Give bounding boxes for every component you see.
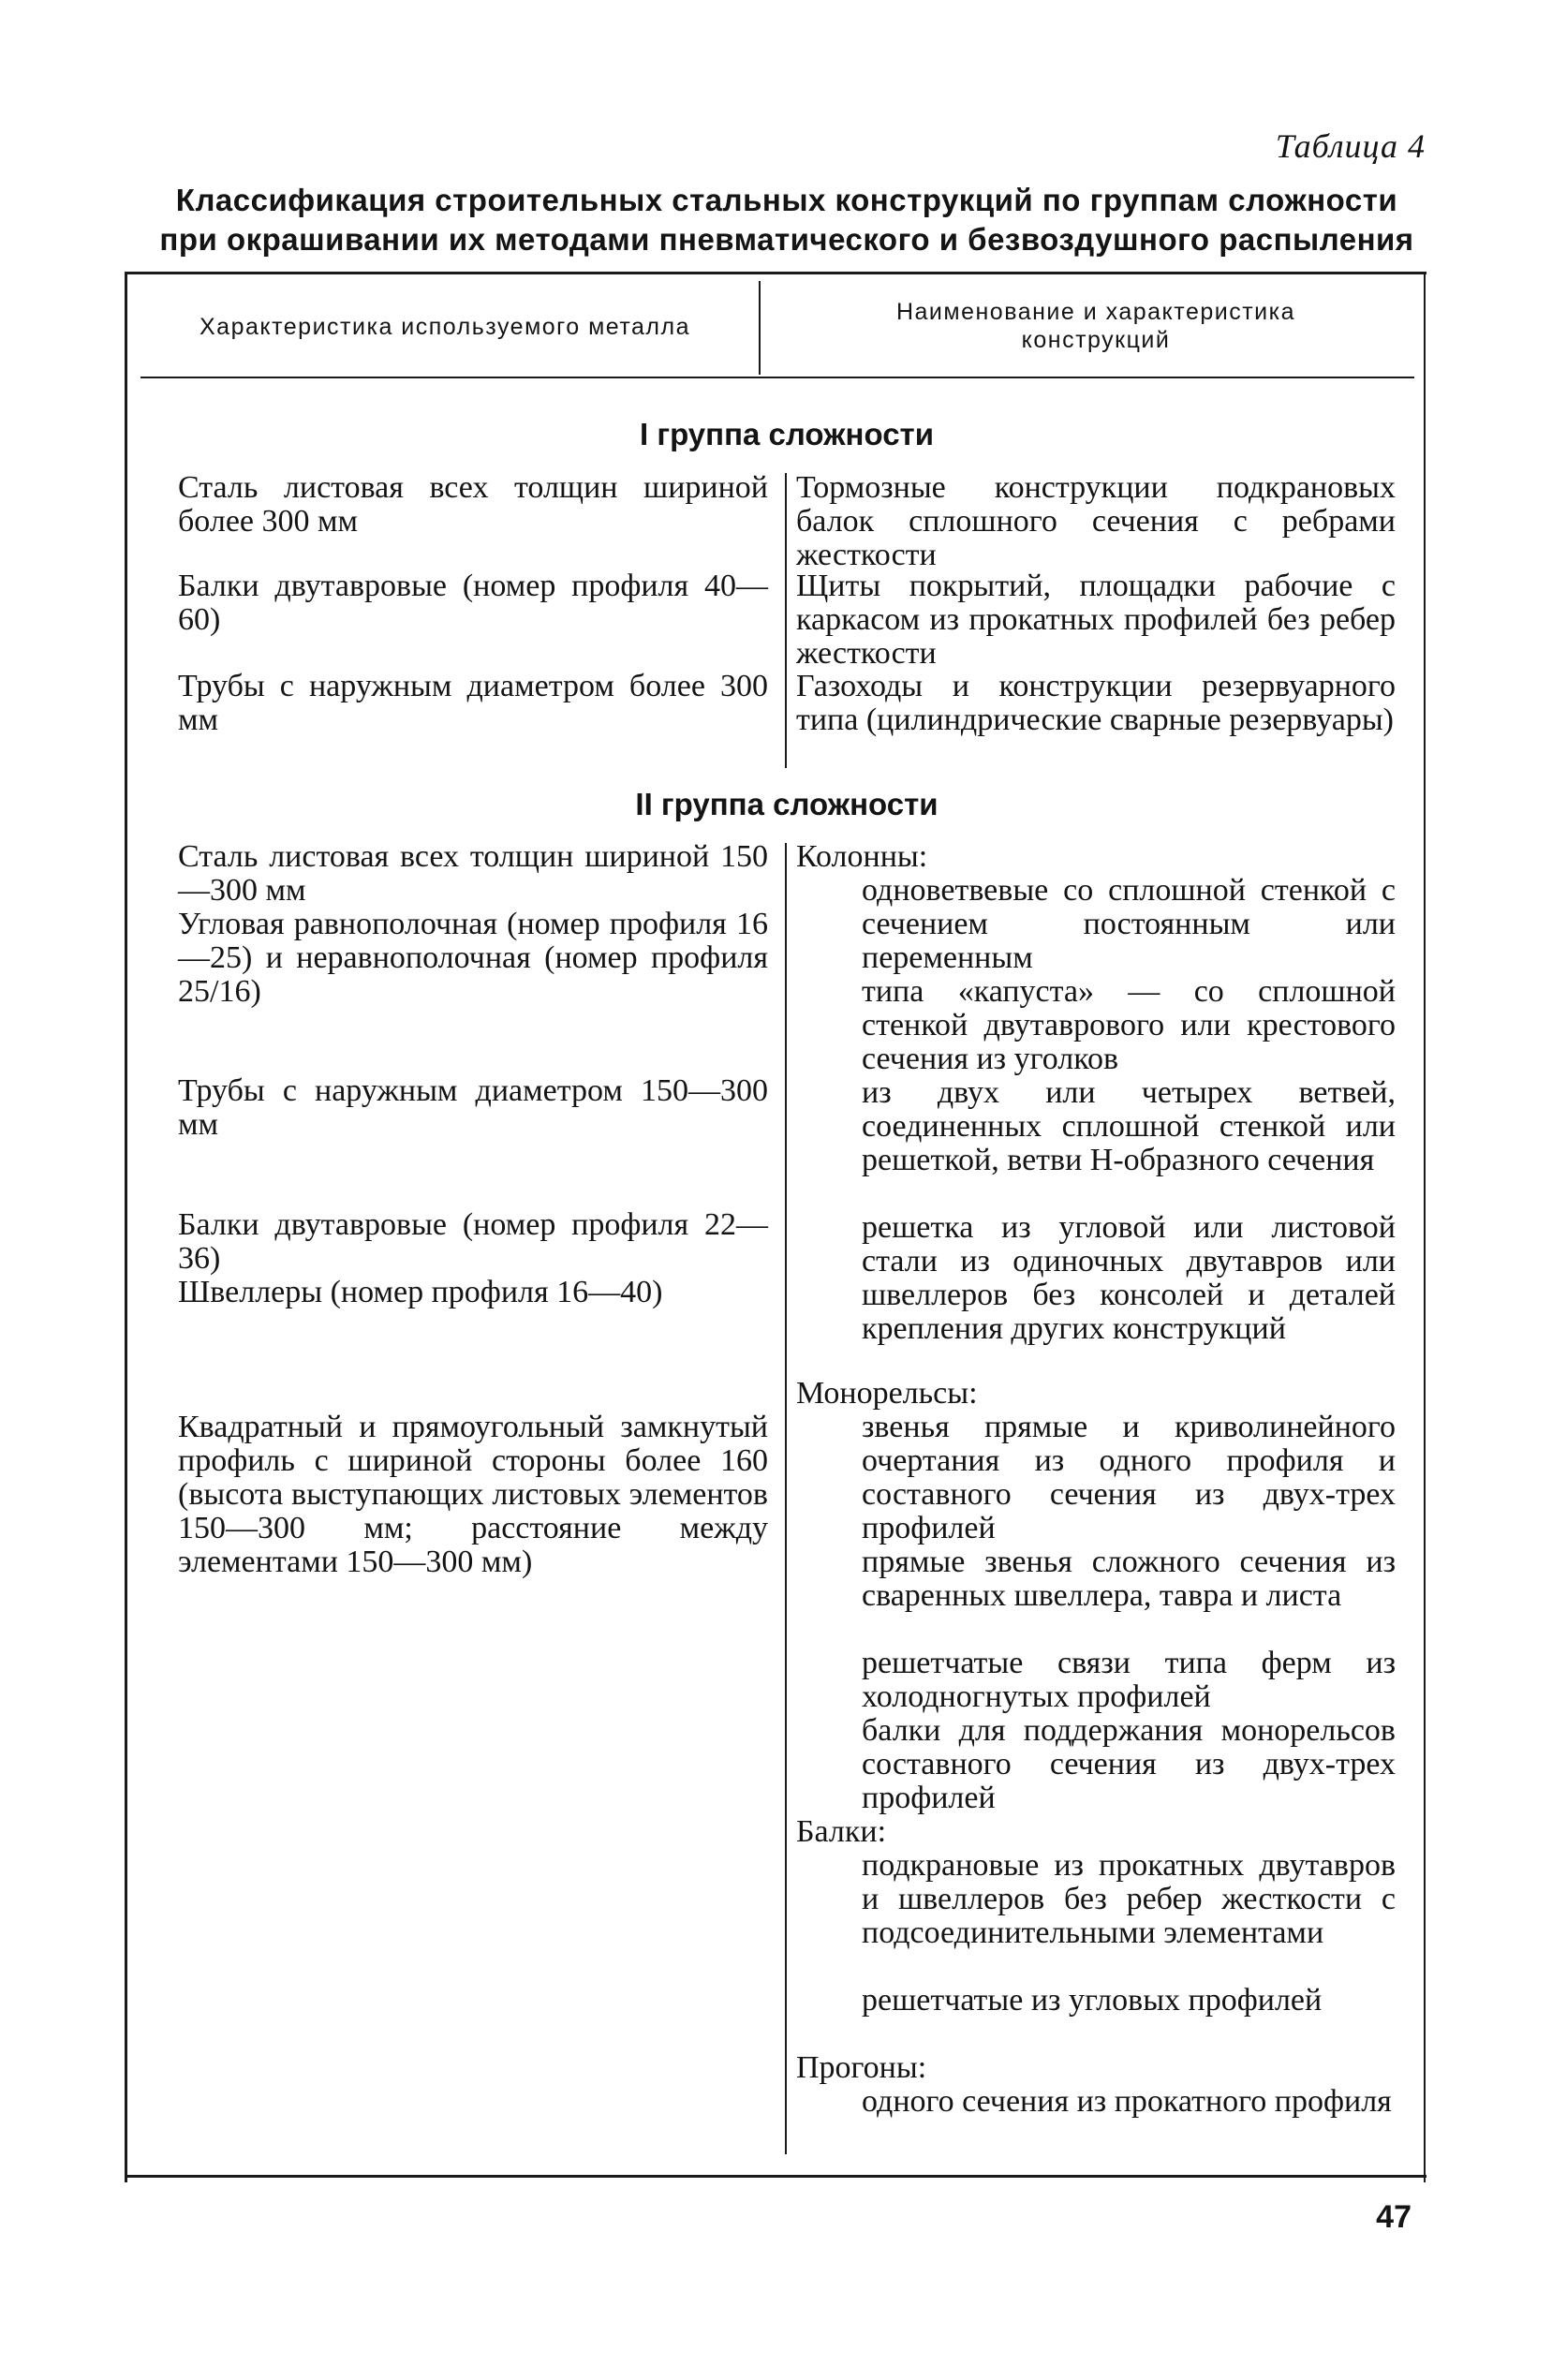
columns-heading: Колонны: (796, 839, 928, 874)
purlins-heading: Прогоны: (796, 2050, 927, 2085)
group-1-title: I группа сложности (640, 417, 934, 451)
group-2-metal-4: Балки двутавровые (номер профиля 22—36) (178, 1207, 768, 1276)
header-column-divider (759, 281, 761, 375)
group-2-metal-2: Угловая равнополочная (номер профиля 16—25) и неравнополочная (номер профиля 25/16) (178, 907, 768, 1009)
beams-heading: Балки: (796, 1814, 887, 1849)
beams-item-2: решетчатые из угловых профилей (862, 1983, 1323, 2018)
table-label: Таблица 4 (1275, 127, 1426, 165)
table-title-line-1: Классификация строительных стальных конструкций по группам сложности (175, 183, 1398, 217)
columns-item-2: типа «капуста» — со сплошной стенкой двутаврового или крестового сечения из уголков (862, 974, 1396, 1076)
columns-item-1: одноветвевые со сплошной стенкой с сечением постоянным или переменным (862, 873, 1396, 975)
table-title-line-2: при окрашивании их методами пневматического и безвоздушного распыления (159, 222, 1414, 257)
column-header-structures-line-2: конструкций (1021, 327, 1171, 353)
group-1-structure-1: Тормозные конструкции подкрановых балок сплошного сечения с ребрами жесткости (796, 470, 1396, 572)
table-top-rule (125, 272, 1426, 274)
group-1-structure-2: Щиты покрытий, площадки рабочие с каркасом из прокатных профилей без ребер жесткости (796, 569, 1396, 671)
table-bottom-rule (125, 2175, 1426, 2178)
monorails-heading: Монорельсы: (796, 1376, 978, 1411)
table-left-rule (125, 272, 127, 2182)
table-right-rule (1424, 272, 1426, 2182)
monorails-item-1: звенья прямые и криволинейного очертания из одного профиля и составного сечения из двух-трех профилей (862, 1410, 1396, 1545)
columns-item-4: решетка из угловой или листовой стали из одиночных двутавров или швеллеров без консолей и деталей крепления других конструкций (862, 1210, 1396, 1346)
header-bottom-rule (140, 377, 1414, 378)
group-2-column-divider (785, 843, 787, 2154)
group-1-column-divider (785, 473, 787, 768)
purlins-item-1: одного сечения из прокатного профиля (862, 2084, 1392, 2119)
monorails-item-2: прямые звенья сложного сечения из сваренных швеллера, тавра и листа (862, 1545, 1396, 1613)
group-2-metal-1: Сталь листовая всех толщин шириной 150—300 мм (178, 839, 768, 908)
group-1-metal-3: Трубы с наружным диаметром более 300 мм (178, 669, 768, 737)
beams-item-1: подкрановые из прокатных двутавров и швеллеров без ребер жесткости с подсоединительными элементами (862, 1848, 1396, 1950)
monorails-item-3: решетчатые связи типа ферм из холодногнутых профилей (862, 1646, 1396, 1714)
monorails-item-4: балки для поддержания монорельсов составного сечения из двух-трех профилей (862, 1713, 1396, 1815)
group-1-metal-1: Сталь листовая всех толщин шириной более 300 мм (178, 470, 768, 539)
columns-item-3: из двух или четырех ветвей, соединенных сплошной стенкой или решеткой, ветви Н-образного сечения (862, 1075, 1396, 1177)
group-1-metal-2: Балки двутавровые (номер профиля 40—60) (178, 569, 768, 637)
group-2-metal-6: Квадратный и прямоугольный замкнутый профиль с шириной стороны более 160 (высота выступающих листовых элементов 150—300 мм; расстояние между элементами 150—300 мм) (178, 1410, 768, 1579)
column-header-metal: Характеристика используемого металла (200, 314, 690, 340)
column-header-structures-line-1: Наименование и характеристика (895, 299, 1296, 325)
group-2-metal-3: Трубы с наружным диаметром 150—300 мм (178, 1073, 768, 1142)
page-number: 47 (1376, 2199, 1412, 2235)
group-1-structure-3: Газоходы и конструкции резервуарного типа (цилиндрические сварные резервуары) (796, 669, 1396, 737)
group-2-metal-5: Швеллеры (номер профиля 16—40) (178, 1275, 663, 1309)
group-2-title: II группа сложности (635, 787, 939, 821)
